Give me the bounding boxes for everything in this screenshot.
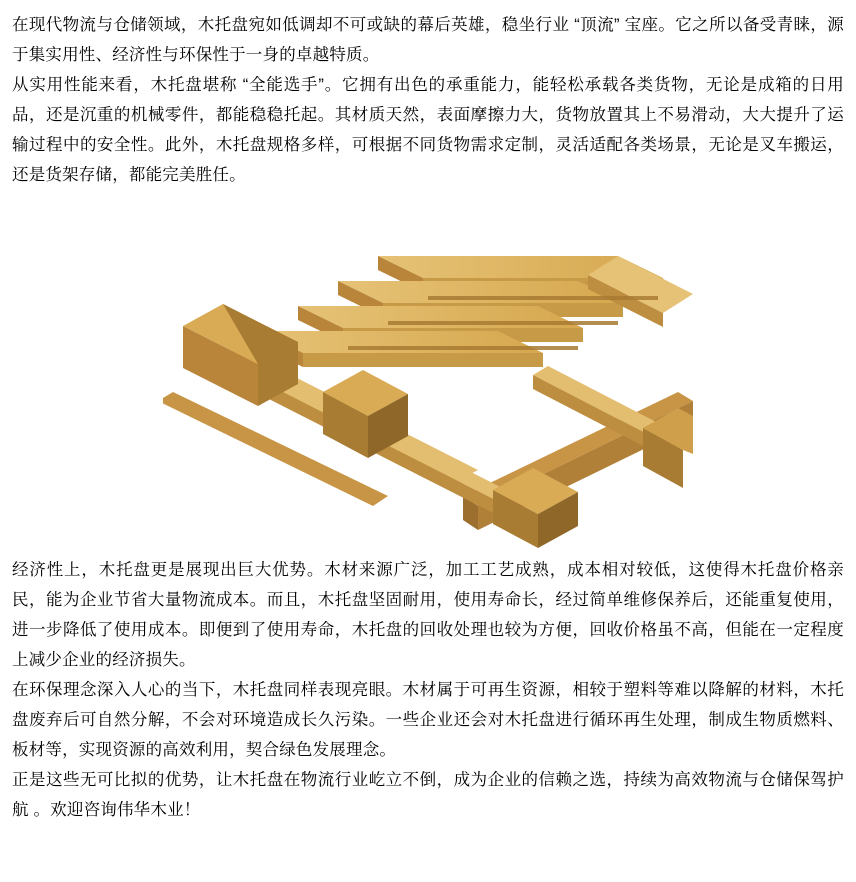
figure-container xyxy=(12,196,844,551)
paragraph-3: 经济性上，木托盘更是展现出巨大优势。木材来源广泛，加工工艺成熟，成本相对较低，这使得木托盘价格亲民，能为企业节省大量物流成本。而且，木托盘坚固耐用，使用寿命长，经过简单维修保养后，还能重复使用，进一步降低了使用成本。即便到了使用寿命，木托盘的回收处理也较为方便，回收价格虽不高，但能在一定程度上减少企业的经济损失。 xyxy=(12,561,844,669)
paragraph-1: 在现代物流与仓储领域，木托盘宛如低调却不可或缺的幕后英雄，稳坐行业 “顶流” 宝座。它之所以备受青睐，源于集实用性、经济性与环保性于一身的卓越特质。 xyxy=(12,16,844,64)
wooden-pallet-illustration xyxy=(163,196,693,551)
paragraph-2: 从实用性能来看，木托盘堪称 “全能选手”。它拥有出色的承重能力，能轻松承载各类货物，无论是成箱的日用品，还是沉重的机械零件，都能稳稳托起。其材质天然，表面摩擦力大，货物放置其上不易滑动，大大提升了运输过程中的安全性。此外，木托盘规格多样，可根据不同货物需求定制，灵活适配各类场景，无论是叉车搬运，还是货架存储，都能完美胜任。 xyxy=(12,76,844,184)
bottom-text-block xyxy=(12,555,844,825)
pallet-feet xyxy=(323,370,693,548)
top-text-block xyxy=(12,10,844,190)
pallet-left-stringer xyxy=(183,304,298,406)
paragraph-4: 在环保理念深入人心的当下，木托盘同样表现亮眼。木材属于可再生资源，相较于塑料等难以降解的材料，木托盘废弃后可自然分解，不会对环境造成长久污染。一些企业还会对木托盘进行循环再生处理，制成生物质燃料、板材等，实现资源的高效利用，契合绿色发展理念。 xyxy=(12,681,844,759)
paragraph-5: 正是这些无可比拟的优势，让木托盘在物流行业屹立不倒，成为企业的信赖之选，持续为高效物流与仓储保驾护航 。欢迎咨询伟华木业！ xyxy=(12,771,844,819)
